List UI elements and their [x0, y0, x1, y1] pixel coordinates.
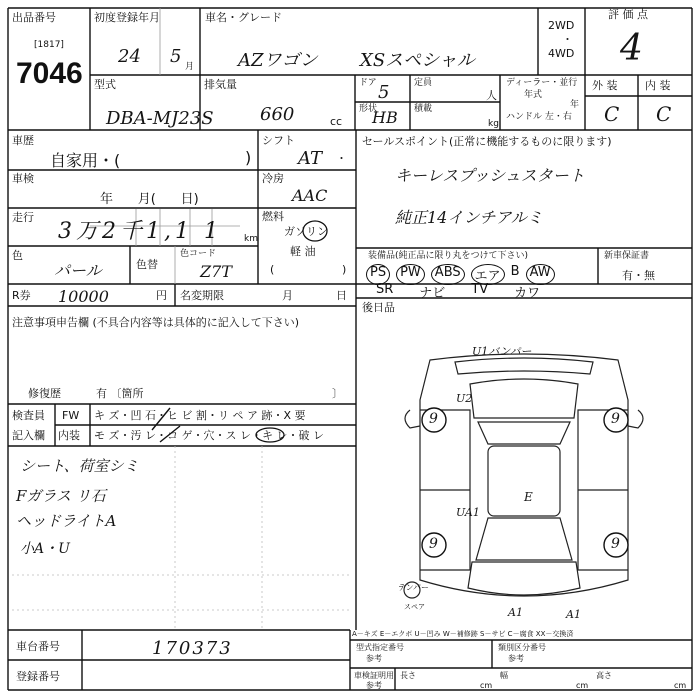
fw-items: キ ズ・凹 石・ヒ ビ 割・リ ペ ア 跡・X 要: [94, 409, 306, 422]
tire-front-right: 9: [611, 411, 620, 427]
memo-line-4: 小A・U: [20, 541, 70, 557]
model-cert-ref: 参考: [366, 654, 382, 663]
warranty-label: 新車保証書: [604, 251, 650, 261]
height-label: 高さ: [596, 671, 612, 680]
car-grade: XSスペシャル: [360, 50, 475, 71]
grade-score-label: 評 価 点: [608, 8, 648, 21]
length-label: 長さ: [400, 671, 416, 680]
repair-history-label: 修復歴: [28, 387, 61, 400]
interior-items: モ ズ・汚 レ・コ ゲ・穴・ス レ・キ レ・破 レ: [94, 429, 324, 442]
selling-points-label: セールスポイント(正常に機能するものに限ります): [362, 135, 612, 148]
grade-score: 4: [620, 28, 643, 69]
exterior-label: 外 装: [592, 79, 618, 92]
equipment-label: 装備品(純正品に限り丸をつけて下さい): [368, 251, 529, 261]
color-label: 色: [12, 249, 23, 262]
name-change-month: 月: [282, 289, 293, 302]
interior-label: 内 装: [645, 79, 671, 92]
kg-unit: kg: [488, 119, 499, 129]
month-unit: 月: [185, 62, 195, 72]
equipment-row-2: [376, 282, 596, 301]
first-registration-month: 5: [170, 46, 182, 67]
warranty-value: 有・無: [622, 269, 655, 282]
spare-sublabel: スペア: [404, 603, 425, 611]
damage-legend: A－キズ E－エクボ U－凹み W－補修跡 S－サビ C－腐食 XX－交換済: [352, 630, 574, 638]
fuel-diesel: 軽 油: [290, 245, 316, 258]
reg-cert-ref: 参考: [366, 681, 382, 690]
displacement-unit: cc: [330, 115, 343, 128]
chassis-label: 車台番号: [16, 640, 60, 653]
tire-front-left: 9: [429, 411, 438, 427]
dealer-label: ディーラー・並行: [506, 78, 578, 88]
shape-value: HB: [372, 108, 398, 127]
lot-code: [1817]: [34, 40, 64, 50]
recycle-label: R券: [12, 289, 31, 302]
lot-label: 出品番号: [12, 11, 56, 24]
drive-dot: ・: [562, 33, 573, 46]
height-unit: cm: [674, 681, 687, 690]
person-unit: 人: [486, 89, 497, 102]
width-unit: cm: [576, 681, 589, 690]
inspection-date: 年 月( 日): [100, 192, 199, 207]
drive-4wd: 4WD: [548, 47, 575, 60]
shift-value: AT: [298, 148, 323, 169]
year-unit: 年: [570, 100, 580, 110]
model-value: DBA-MJ23S: [106, 108, 214, 129]
selling-point-1: キーレスプッシュスタート: [395, 166, 585, 185]
ac-value: AAC: [292, 186, 328, 205]
model-label: 型式: [94, 78, 116, 91]
mileage-value: 3万2千1,1 1: [58, 219, 222, 244]
equip-leather: カワ: [514, 286, 541, 301]
fuel-label: 燃料: [262, 210, 284, 223]
class-ref: 参考: [508, 654, 524, 663]
memo-line-3: ヘッドライトA: [16, 512, 117, 530]
year-label: 年式: [524, 90, 543, 100]
doors-value: 5: [378, 82, 390, 103]
interior-grade: C: [656, 102, 672, 126]
fuel-paren-left: (: [270, 263, 275, 276]
name-change-label: 名変期限: [180, 289, 224, 302]
first-registration-year: 24: [118, 46, 141, 67]
tire-rear-right: 9: [611, 536, 620, 552]
mileage-label: 走行: [12, 211, 34, 224]
notes-label: 注意事項申告欄 (不具合内容等は具体的に記入して下さい): [12, 316, 300, 329]
shift-label: シフト: [262, 134, 295, 147]
spare-label: テンパー: [398, 583, 430, 592]
tire-rear-left: 9: [429, 536, 438, 552]
equip-abs: ABS: [431, 264, 465, 285]
class-label: 類別区分番号: [498, 643, 546, 652]
equip-pw: PW: [396, 264, 425, 285]
doors-label: ドア: [359, 78, 377, 88]
shape-label: 形状: [359, 104, 378, 114]
equip-ps: PS: [366, 264, 390, 285]
equip-navi: ナビ: [419, 286, 446, 301]
chassis-number: 170373: [152, 638, 233, 659]
mark-u2: U2: [456, 392, 473, 405]
mark-ua1: UA1: [456, 506, 480, 519]
drive-2wd: 2WD: [548, 19, 575, 32]
equip-aircon: エア: [471, 264, 505, 285]
width-label: 幅: [500, 671, 508, 680]
equip-sr: SR: [376, 282, 394, 297]
interior-items-label: 内装: [58, 429, 80, 442]
selling-point-2: 純正14インチアルミ: [395, 208, 543, 227]
handle-label: ハンドル 左・右: [506, 112, 572, 122]
car-name: AZワゴン: [238, 50, 318, 71]
inspector-marks: [90, 404, 356, 446]
recycle-yen: 円: [156, 289, 167, 302]
mark-a1-left: A1: [508, 606, 523, 619]
ac-label: 冷房: [262, 172, 284, 185]
inspection-label: 車検: [12, 172, 34, 185]
inspector-label-1: 検査員: [12, 409, 45, 422]
lot-number: 7046: [16, 57, 83, 90]
inspector-label-2: 記入欄: [12, 429, 45, 442]
later-items-label: 後日品: [362, 301, 395, 314]
model-cert-label: 型式指定番号: [356, 643, 404, 652]
repair-history-close: 〕: [332, 387, 343, 400]
fuel-selected-circle: [300, 218, 330, 244]
reg-cert-label: 車検証明用: [354, 671, 394, 680]
history-label: 車歴: [12, 134, 34, 147]
fuel-paren-right: ): [342, 263, 347, 276]
bumper-note: U1バンパー: [472, 345, 532, 358]
equip-tv: TV: [471, 282, 489, 297]
mark-a1-right: A1: [566, 608, 581, 621]
equip-aw: AW: [526, 264, 555, 285]
fuel-gasoline: ガソリン: [284, 225, 328, 238]
fw-label: FW: [62, 409, 80, 422]
mark-e: E: [524, 490, 533, 504]
memo-line-1: シート、荷室シミ: [20, 457, 139, 475]
displacement-label: 排気量: [204, 78, 237, 91]
exterior-grade: C: [604, 102, 620, 126]
displacement-value: 660: [260, 104, 295, 125]
color-value: パール: [54, 261, 102, 280]
load-label: 積載: [414, 104, 433, 114]
first-registration-label: 初度登録年月: [94, 11, 160, 24]
name-grade-label: 車名・グレード: [205, 11, 282, 24]
color-code-label: 色コード: [180, 249, 217, 259]
registration-label: 登録番号: [16, 670, 60, 683]
color-code-value: Z7T: [200, 262, 232, 281]
recycle-value: 10000: [58, 287, 109, 306]
history-value: 自家用・(: [50, 151, 121, 170]
name-change-day: 日: [336, 289, 347, 302]
repair-history-value: 有 〔箇所: [96, 387, 144, 400]
memo-line-2: Fガラス リ石: [16, 487, 106, 505]
km-unit: km: [244, 234, 258, 244]
recolor-label: 色替: [136, 258, 158, 271]
history-close: ): [245, 148, 252, 167]
shift-dot: ・: [336, 152, 347, 165]
equip-b: B: [510, 264, 520, 279]
capacity-label: 定員: [414, 78, 433, 88]
length-unit: cm: [480, 681, 493, 690]
